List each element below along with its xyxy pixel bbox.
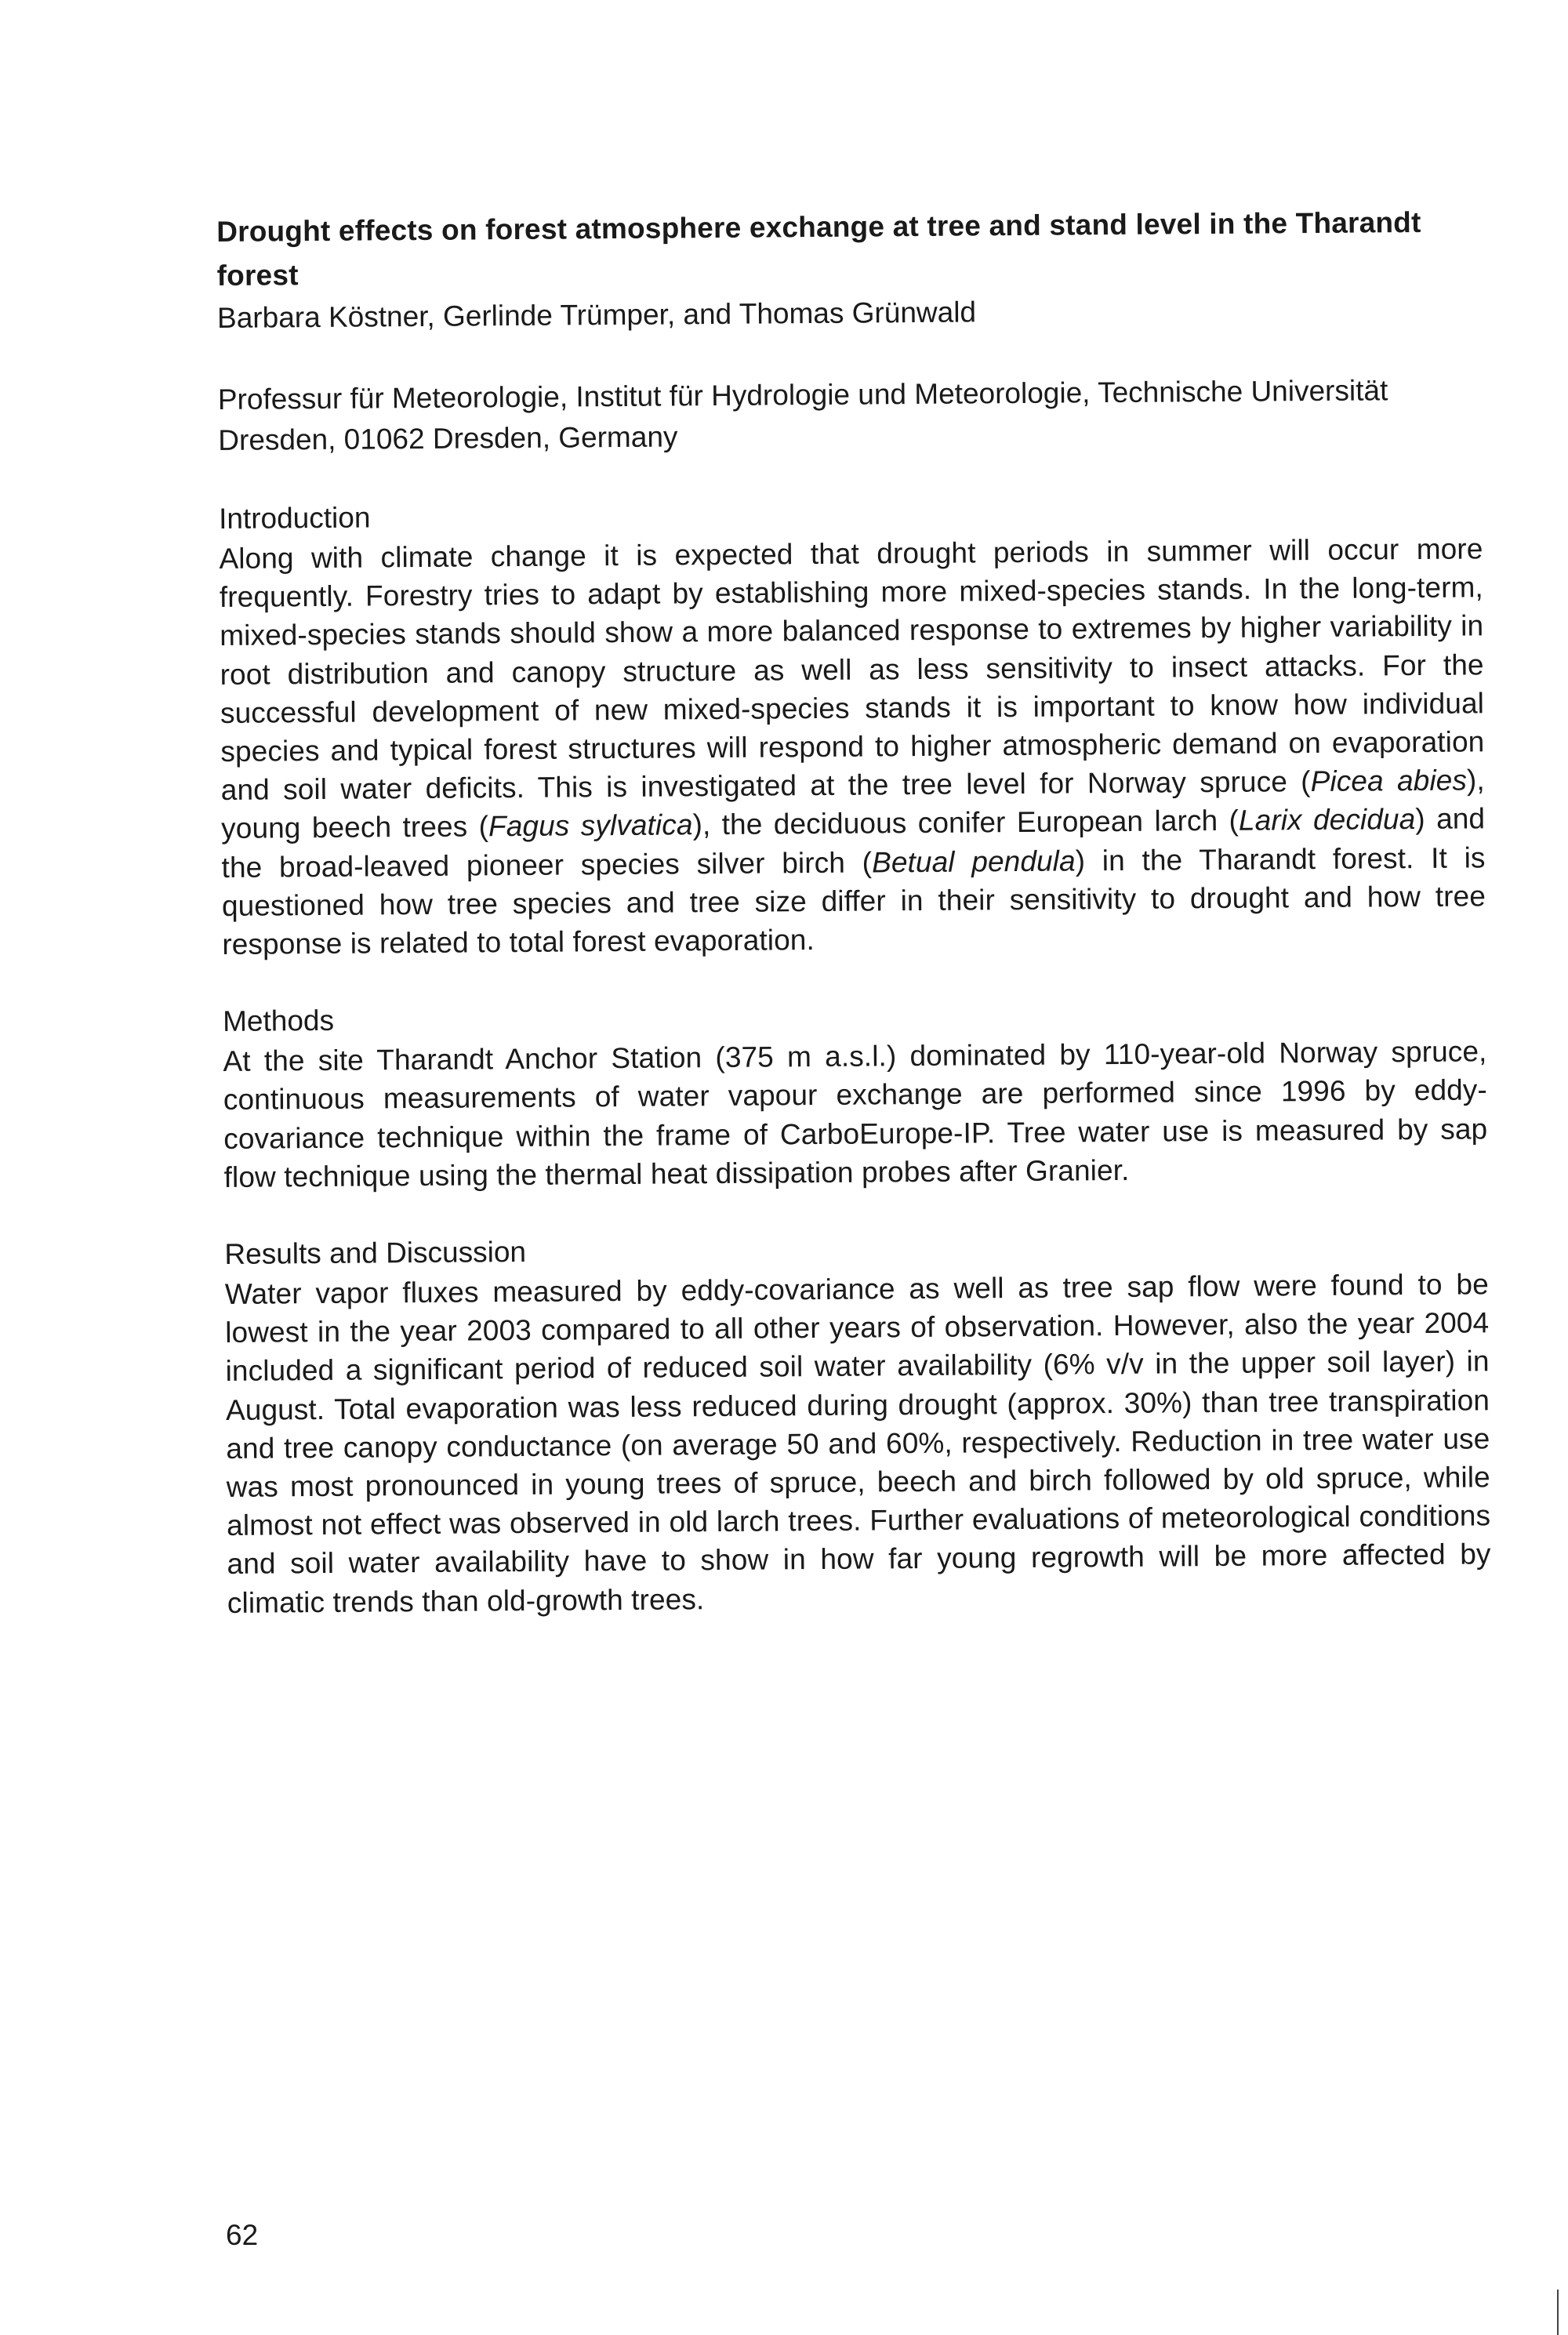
author-list: Barbara Köstner, Gerlinde Trümper, and Thomas Grünwald (216, 296, 977, 334)
methods-paragraph: At the site Tharandt Anchor Station (375 m a.s.l.) dominated by 110-year-old Norway spruce, continuous measurements of water vapour exchange are performed since 1996 by eddy-covariance technique within the frame of CarboEurope-IP. Tree water use is measured by sap flow technique using the thermal heat dissipation probes after Granier. (223, 1035, 1488, 1193)
intro-text-5: ) in the Tharandt forest. It is questioned how tree species and tree size differ in their sensitivity to drought and how tree response is related to total forest evaporation. (221, 841, 1486, 961)
section-heading-results: Results and Discussion (224, 1235, 527, 1271)
article-title: Drought effects on forest atmosphere exchange at tree and stand level in the Tharandt forest (216, 205, 1421, 292)
species-name-betula: Betual pendula (871, 844, 1076, 879)
species-name-fagus: Fagus sylvatica (488, 808, 693, 843)
scan-edge-mark (1557, 2290, 1559, 2335)
page-number: 62 (226, 2219, 259, 2251)
species-name-picea: Picea abies (1310, 764, 1468, 798)
species-name-larix: Larix decidua (1238, 803, 1416, 837)
intro-text-2: ), young beech trees ( (221, 764, 1485, 845)
intro-text-3: ), the deciduous conifer European larch ( (692, 804, 1240, 841)
intro-text-1: Along with climate change it is expected that drought periods in summer will occur more frequently. Forestry tries to adapt by establishing more mixed-species stands. In the long-term, mixed-species stands should show a more balanced response to extremes by higher variability in root distribution and canopy structure as well as less sensitivity to insect attacks. For the successful development of new mixed-species stands it is important to know how individual species and typical forest structures will respond to higher atmospheric demand on evaporation and soil water deficits. This is investigated at the tree level for Norway spruce ( (219, 532, 1485, 807)
introduction-paragraph (219, 529, 1486, 964)
article-body (216, 200, 1491, 1621)
affiliation: Professur für Meteorologie, Institut für Hydrologie und Meteorologie, Technische Universität Dresden, 01062 Dresden, Germany (217, 374, 1388, 456)
section-heading-methods: Methods (222, 1004, 335, 1038)
section-heading-introduction: Introduction (218, 501, 371, 535)
results-paragraph: Water vapor fluxes measured by eddy-covariance as well as tree sap flow were found to be lowest in the year 2003 compared to all other years of observation. However, also the year 2004 included a significant period of reduced soil water availability (6% v/v in the upper soil layer) in August. Total evaporation was less reduced during drought (approx. 30%) than tree transpiration and tree canopy conductance (on average 50 and 60%, respectively. Reduction in tree water use was most pronounced in young trees of spruce, beech and birch followed by old spruce, while almost not effect was observed in old larch trees. Further evaluations of meteorological conditions and soil water availability have to show in how far young regrowth will be more affected by climatic trends than old-growth trees. (224, 1268, 1491, 1619)
intro-text-4: ) and the broad-leaved pioneer species silver birch ( (221, 802, 1486, 884)
